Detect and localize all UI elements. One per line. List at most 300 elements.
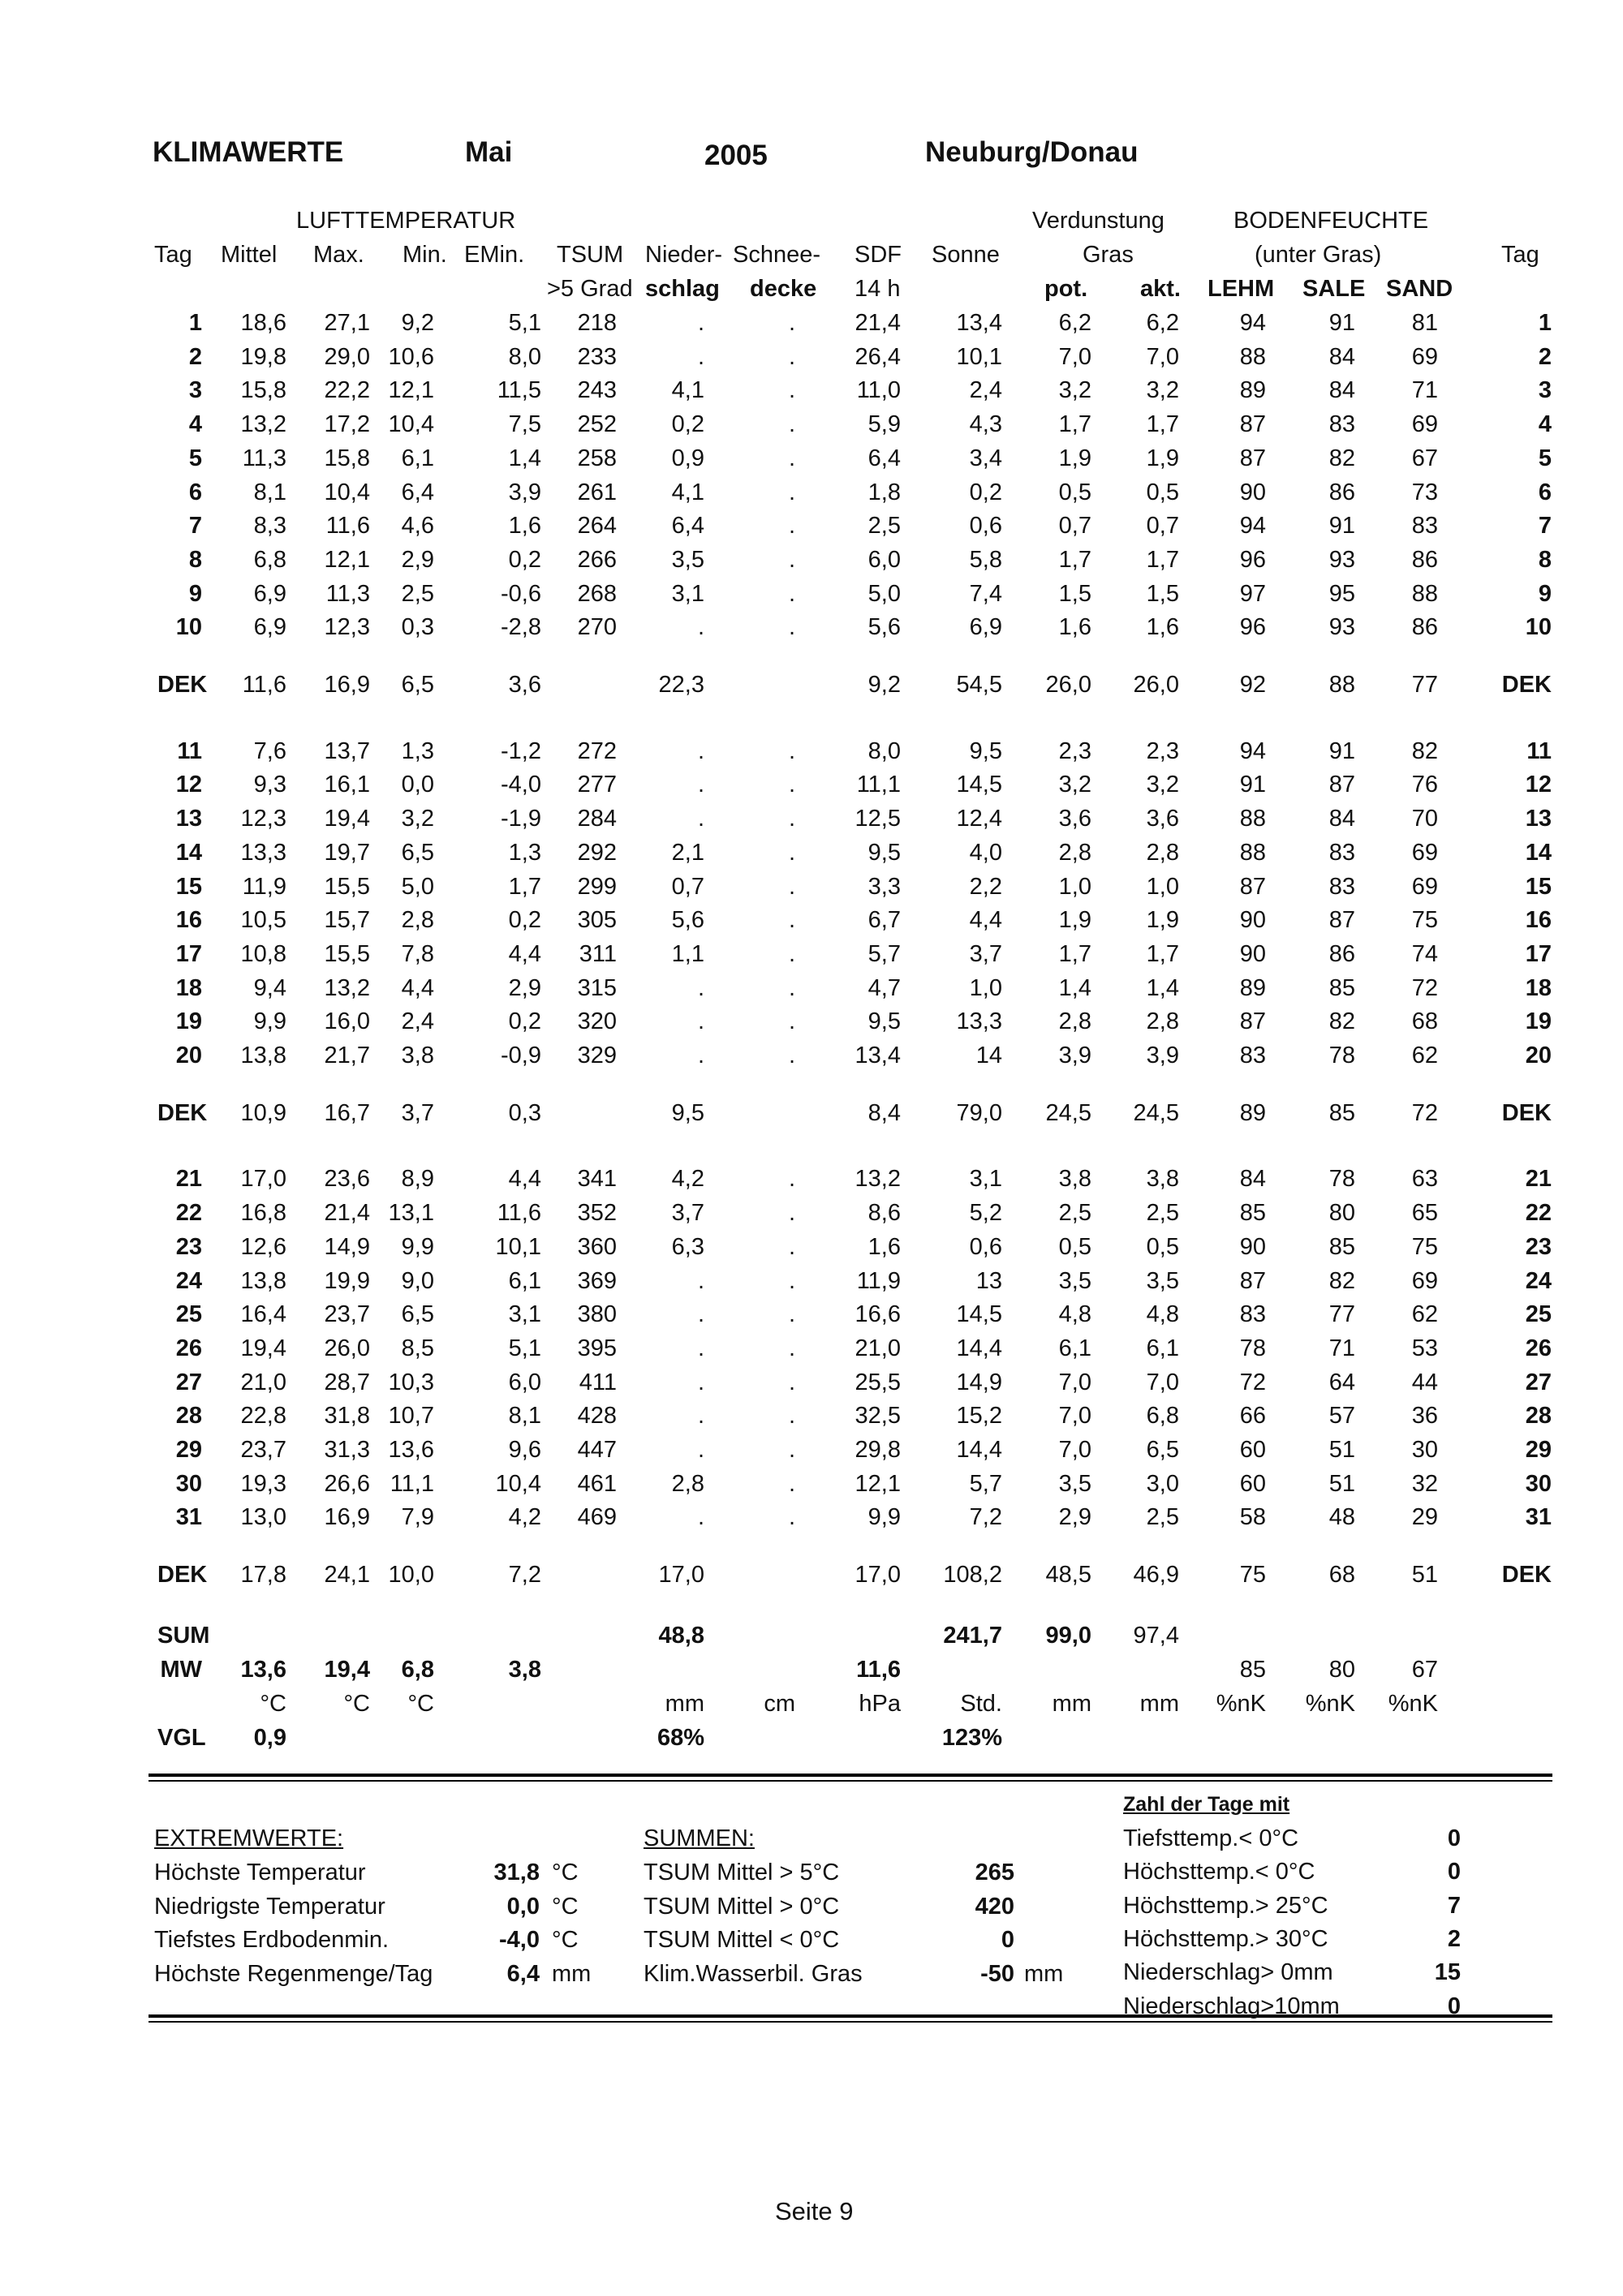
table-cell: 6,0 — [867, 546, 901, 573]
table-cell: 93 — [1328, 614, 1355, 641]
table-cell: 1,0 — [969, 974, 1002, 1001]
table-cell: 11,3 — [325, 580, 370, 607]
table-cell: 10,4 — [324, 479, 370, 505]
table-cell: 14 — [1525, 839, 1552, 866]
table-cell: Std. — [960, 1691, 1002, 1717]
table-cell: 26 — [1525, 1335, 1552, 1361]
table-cell: 2,3 — [1146, 737, 1179, 764]
table-cell: 13 — [175, 806, 202, 832]
table-cell: 19,4 — [324, 1657, 370, 1683]
table-cell: . — [788, 1008, 795, 1035]
table-cell: 8,3 — [253, 513, 286, 540]
table-cell: 8,0 — [508, 343, 541, 370]
table-cell: 6,9 — [253, 580, 286, 607]
table-cell: 13,8 — [240, 1267, 286, 1294]
table-cell: 14 — [175, 839, 202, 866]
table-cell: . — [697, 1403, 704, 1430]
table-cell: . — [697, 343, 704, 370]
tage-value: 2 — [1447, 1925, 1461, 1952]
table-cell: 13,2 — [324, 974, 370, 1001]
table-cell: 24 — [1525, 1267, 1552, 1294]
table-cell: . — [697, 772, 704, 798]
header-min: Min. — [403, 242, 447, 268]
table-cell: 13,4 — [855, 1043, 901, 1068]
table-cell: 13 — [1525, 806, 1552, 832]
summen-label: TSUM Mittel < 0°C — [644, 1927, 840, 1953]
table-cell: 292 — [577, 839, 617, 866]
table-cell: 54,5 — [956, 672, 1002, 698]
table-cell: DEK — [1501, 1099, 1552, 1126]
table-cell: . — [788, 1301, 795, 1328]
table-cell: 91 — [1239, 772, 1266, 798]
header-max: Max. — [313, 242, 364, 268]
table-cell: 12,1 — [324, 546, 370, 573]
table-cell: 4,1 — [671, 479, 704, 505]
table-cell: 10,1 — [956, 343, 1002, 370]
table-cell: 14,4 — [956, 1437, 1002, 1463]
doc-month: Mai — [465, 136, 513, 168]
table-cell: 14,9 — [956, 1369, 1002, 1395]
table-cell: 0,0 — [401, 772, 434, 798]
table-cell: 53 — [1411, 1335, 1438, 1361]
table-cell: 3,8 — [1058, 1166, 1091, 1193]
table-cell: 2 — [188, 343, 202, 370]
table-cell: 6 — [1538, 479, 1552, 505]
table-cell: 84 — [1328, 343, 1355, 370]
table-cell: 86 — [1411, 614, 1438, 641]
table-cell: . — [697, 1369, 704, 1395]
table-cell: . — [788, 1233, 795, 1260]
tage-label: Höchsttemp.> 25°C — [1123, 1892, 1328, 1919]
table-cell: 27 — [1525, 1369, 1552, 1395]
table-cell: 58 — [1239, 1504, 1266, 1531]
table-cell: 15 — [175, 873, 202, 900]
table-cell: 6,9 — [969, 614, 1002, 641]
table-cell: -4,0 — [501, 772, 541, 798]
table-cell: 2,4 — [969, 377, 1002, 404]
header-sand: SAND — [1386, 276, 1453, 302]
table-cell: 6,8 — [401, 1657, 434, 1683]
table-cell: 0,6 — [969, 1233, 1002, 1260]
table-cell: 93 — [1328, 546, 1355, 573]
table-cell: 329 — [577, 1043, 617, 1068]
table-cell: 3,5 — [1058, 1267, 1091, 1294]
table-cell: DEK — [157, 1562, 208, 1589]
table-cell: 1,7 — [1058, 411, 1091, 438]
table-cell: 19 — [175, 1008, 202, 1035]
table-cell: 5,0 — [867, 580, 901, 607]
table-cell: 94 — [1239, 513, 1266, 540]
table-cell: 23 — [1525, 1233, 1552, 1260]
table-cell: 16,4 — [240, 1301, 286, 1328]
table-cell: . — [697, 737, 704, 764]
table-cell: 8,4 — [867, 1099, 901, 1126]
table-cell: 3,3 — [867, 873, 901, 900]
table-cell: 65 — [1411, 1200, 1438, 1227]
table-cell: 3,7 — [969, 940, 1002, 967]
table-cell: 6,9 — [253, 614, 286, 641]
table-cell: 7,0 — [1058, 1403, 1091, 1430]
tage-value: 0 — [1447, 1825, 1461, 1851]
table-cell: 30 — [1411, 1437, 1438, 1463]
table-cell: 1,9 — [1058, 907, 1091, 934]
table-cell: 305 — [577, 907, 617, 934]
header-gras: Gras — [1083, 242, 1134, 268]
table-cell: 17,8 — [240, 1562, 286, 1589]
table-cell: . — [788, 1437, 795, 1463]
table-cell: 6,5 — [401, 1301, 434, 1328]
table-cell: 19,4 — [324, 806, 370, 832]
table-cell: 94 — [1239, 737, 1266, 764]
table-cell: 2,8 — [671, 1470, 704, 1497]
table-cell: 13,7 — [324, 737, 370, 764]
table-cell: 28,7 — [324, 1369, 370, 1395]
table-cell: 88 — [1239, 806, 1266, 832]
table-cell: 20 — [175, 1043, 202, 1068]
table-cell: %nK — [1216, 1691, 1266, 1717]
table-cell: 88 — [1411, 580, 1438, 607]
table-cell: 13,3 — [956, 1008, 1002, 1035]
table-cell: 3,6 — [1146, 806, 1179, 832]
table-cell: 17 — [1525, 940, 1552, 967]
table-cell: 82 — [1328, 445, 1355, 471]
table-cell: . — [788, 1369, 795, 1395]
table-cell: 3,8 — [401, 1043, 434, 1068]
summen-unit: mm — [1024, 1960, 1064, 1987]
table-cell: 26,0 — [1133, 672, 1179, 698]
table-cell: 83 — [1239, 1043, 1266, 1068]
table-cell: 272 — [577, 737, 617, 764]
table-cell: 1,7 — [1058, 546, 1091, 573]
table-cell: . — [788, 839, 795, 866]
table-cell: 83 — [1328, 873, 1355, 900]
table-cell: 6,4 — [401, 479, 434, 505]
extremwert-unit: °C — [552, 1860, 579, 1885]
table-cell: 69 — [1411, 411, 1438, 438]
table-cell: 26,6 — [324, 1470, 370, 1497]
tage-value: 15 — [1434, 1959, 1461, 1986]
table-cell: 7,0 — [1146, 1369, 1179, 1395]
table-cell: . — [697, 614, 704, 641]
table-cell: 1,5 — [1146, 580, 1179, 607]
table-cell: SUM — [157, 1623, 210, 1649]
table-cell: 10,9 — [240, 1099, 286, 1126]
table-cell: 36 — [1411, 1403, 1438, 1430]
table-cell: -0,6 — [501, 580, 541, 607]
table-cell: 12,6 — [240, 1233, 286, 1260]
table-cell: 284 — [577, 806, 617, 832]
tage-label: Niederschlag> 0mm — [1123, 1959, 1333, 1986]
table-cell: 79,0 — [956, 1099, 1002, 1126]
table-cell: 12 — [1525, 772, 1552, 798]
tage-label: Niederschlag>10mm — [1123, 1993, 1340, 2019]
table-cell: 6,2 — [1146, 310, 1179, 336]
table-cell: 87 — [1239, 1008, 1266, 1035]
table-cell: 13,1 — [388, 1200, 434, 1227]
table-cell: 16,1 — [324, 772, 370, 798]
table-cell: 270 — [577, 614, 617, 641]
section-rule-top — [149, 1774, 1552, 1777]
table-cell: 2,2 — [969, 873, 1002, 900]
table-cell: 1,9 — [1146, 907, 1179, 934]
table-cell: 4,1 — [671, 377, 704, 404]
table-cell: 11,6 — [856, 1657, 901, 1683]
table-cell: 17 — [175, 940, 202, 967]
table-cell: 6,8 — [1146, 1403, 1179, 1430]
table-cell: 266 — [577, 546, 617, 573]
table-cell: 60 — [1239, 1470, 1266, 1497]
table-cell: 16,8 — [240, 1200, 286, 1227]
table-cell: 25,5 — [855, 1369, 901, 1395]
table-cell: 1,4 — [1058, 974, 1091, 1001]
header-tsum: TSUM — [557, 242, 624, 268]
table-cell: 46,9 — [1133, 1562, 1179, 1589]
table-cell: . — [788, 772, 795, 798]
table-cell: 32,5 — [855, 1403, 901, 1430]
table-cell: 12 — [175, 772, 202, 798]
table-cell: 88 — [1239, 343, 1266, 370]
table-cell: 3,7 — [671, 1200, 704, 1227]
table-cell: . — [788, 614, 795, 641]
summen-value: 0 — [1001, 1927, 1014, 1953]
table-cell: 21,4 — [324, 1200, 370, 1227]
table-cell: 16,9 — [324, 1504, 370, 1531]
table-cell: 1,7 — [1146, 546, 1179, 573]
table-cell: 29,0 — [324, 343, 370, 370]
table-cell: 3,5 — [671, 546, 704, 573]
table-cell: 7 — [188, 513, 202, 540]
table-cell: VGL — [157, 1725, 206, 1751]
table-cell: . — [788, 1504, 795, 1531]
table-cell: 7,0 — [1058, 1437, 1091, 1463]
table-cell: 3,1 — [969, 1166, 1002, 1193]
table-cell: . — [788, 940, 795, 967]
table-cell: 17,2 — [324, 411, 370, 438]
table-cell: 6,0 — [508, 1369, 541, 1395]
table-cell: 0,9 — [671, 445, 704, 471]
table-cell: 258 — [577, 445, 617, 471]
table-cell: 10,1 — [495, 1233, 541, 1260]
section-rule-bottom-thin — [149, 2021, 1552, 2023]
tage-label: Höchsttemp.< 0°C — [1123, 1859, 1315, 1885]
table-cell: 15,8 — [240, 377, 286, 404]
table-cell: 6,1 — [1058, 1335, 1091, 1361]
table-cell: 30 — [1525, 1470, 1552, 1497]
table-cell: mm — [665, 1691, 704, 1717]
tage-value: 7 — [1447, 1892, 1461, 1919]
table-cell: 8 — [188, 546, 202, 573]
table-cell: 3,5 — [1058, 1470, 1091, 1497]
table-cell: 10,5 — [240, 907, 286, 934]
table-cell: 3,2 — [401, 806, 434, 832]
table-cell: 3,6 — [508, 672, 541, 698]
table-cell: 2,5 — [1058, 1200, 1091, 1227]
table-cell: 48,8 — [658, 1623, 704, 1649]
table-cell: 60 — [1239, 1437, 1266, 1463]
table-cell: 6,8 — [253, 546, 286, 573]
table-cell: 11 — [1526, 737, 1552, 764]
table-cell: 31,8 — [324, 1403, 370, 1430]
table-cell: 0,3 — [401, 614, 434, 641]
table-cell: 31,3 — [324, 1437, 370, 1463]
table-cell: 86 — [1411, 546, 1438, 573]
table-cell: 315 — [577, 974, 617, 1001]
table-cell: °C — [260, 1691, 286, 1717]
table-cell: 88 — [1328, 672, 1355, 698]
table-cell: 16,0 — [324, 1008, 370, 1035]
extremwert-value: 31,8 — [493, 1860, 540, 1885]
table-cell: 8,6 — [867, 1200, 901, 1227]
table-cell: 29 — [1525, 1437, 1552, 1463]
table-cell: 24,5 — [1045, 1099, 1091, 1126]
table-cell: 1,0 — [1146, 873, 1179, 900]
table-cell: 16,7 — [324, 1099, 370, 1126]
table-cell: 62 — [1411, 1301, 1438, 1328]
extremwert-unit: °C — [552, 1927, 579, 1953]
table-cell: 26 — [175, 1335, 202, 1361]
table-cell: 8,1 — [508, 1403, 541, 1430]
table-cell: 12,4 — [956, 806, 1002, 832]
table-cell: 63 — [1411, 1166, 1438, 1193]
table-cell: 15,5 — [324, 873, 370, 900]
table-cell: 341 — [577, 1166, 617, 1193]
tage-heading: Zahl der Tage mit — [1123, 1793, 1290, 1816]
table-cell: 264 — [577, 513, 617, 540]
table-cell: 4,8 — [1058, 1301, 1091, 1328]
table-cell: 10 — [175, 614, 202, 641]
table-cell: 3,0 — [1146, 1470, 1179, 1497]
table-cell: 9,5 — [671, 1099, 704, 1126]
table-cell: 0,5 — [1058, 1233, 1091, 1260]
table-cell: 1,6 — [1146, 614, 1179, 641]
table-cell: 13 — [975, 1267, 1002, 1294]
table-cell: 2,8 — [401, 907, 434, 934]
table-cell: 19,4 — [240, 1335, 286, 1361]
table-cell: 2 — [1538, 343, 1552, 370]
table-cell: 7,0 — [1058, 1369, 1091, 1395]
table-cell: . — [788, 513, 795, 540]
table-cell: 86 — [1328, 479, 1355, 505]
table-cell: 3,7 — [401, 1099, 434, 1126]
table-cell: -1,9 — [501, 806, 541, 832]
table-cell: 1 — [1538, 310, 1552, 336]
table-cell: 3,9 — [1146, 1043, 1179, 1068]
table-cell: 5,0 — [401, 873, 434, 900]
extremwert-unit: mm — [552, 1960, 592, 1987]
table-cell: 1,9 — [1058, 445, 1091, 471]
table-cell: 17,0 — [658, 1562, 704, 1589]
table-cell: 369 — [577, 1267, 617, 1294]
table-cell: 6,2 — [1058, 310, 1091, 336]
table-cell: 15,8 — [324, 445, 370, 471]
table-cell: 82 — [1411, 737, 1438, 764]
table-cell: 13,0 — [240, 1504, 286, 1531]
table-cell: 11,1 — [856, 772, 901, 798]
tage-value: 0 — [1447, 1859, 1461, 1885]
table-cell: 9 — [188, 580, 202, 607]
table-cell: 13,3 — [240, 839, 286, 866]
table-cell: 74 — [1411, 940, 1438, 967]
table-cell: 10,0 — [388, 1562, 434, 1589]
table-cell: 71 — [1411, 377, 1438, 404]
table-cell: 87 — [1239, 411, 1266, 438]
table-cell: 268 — [577, 580, 617, 607]
table-cell: 13,6 — [240, 1657, 286, 1683]
table-cell: 19,7 — [324, 839, 370, 866]
table-cell: 22 — [175, 1200, 202, 1227]
table-cell: 97 — [1239, 580, 1266, 607]
table-cell: 13,8 — [240, 1043, 286, 1068]
table-cell: 360 — [577, 1233, 617, 1260]
extremwert-label: Höchste Regenmenge/Tag — [154, 1960, 433, 1987]
table-cell: 90 — [1239, 479, 1266, 505]
header-pot: pot. — [1044, 276, 1088, 302]
table-cell: . — [788, 1043, 795, 1068]
table-cell: 2,9 — [401, 546, 434, 573]
table-cell: 1,7 — [1058, 940, 1091, 967]
table-cell: . — [788, 343, 795, 370]
table-cell: 1,4 — [508, 445, 541, 471]
table-cell: 78 — [1239, 1335, 1266, 1361]
header-unter-gras: (unter Gras) — [1255, 242, 1382, 268]
table-cell: 10,4 — [388, 411, 434, 438]
table-cell: 380 — [577, 1301, 617, 1328]
table-cell: 26,0 — [1045, 672, 1091, 698]
table-cell: 1,5 — [1058, 580, 1091, 607]
table-cell: 0,7 — [1058, 513, 1091, 540]
table-cell: 18,6 — [240, 310, 286, 336]
table-cell: 25 — [175, 1301, 202, 1328]
table-cell: 5,2 — [969, 1200, 1002, 1227]
table-cell: 23,7 — [240, 1437, 286, 1463]
table-cell: 2,8 — [1146, 1008, 1179, 1035]
table-cell: 5,7 — [867, 940, 901, 967]
table-cell: 4,2 — [671, 1166, 704, 1193]
table-cell: 68 — [1411, 1008, 1438, 1035]
table-cell: 91 — [1328, 310, 1355, 336]
table-cell: 2,5 — [1146, 1200, 1179, 1227]
table-cell: 11,9 — [242, 873, 286, 900]
table-cell: 1 — [188, 310, 202, 336]
table-cell: 233 — [577, 343, 617, 370]
table-cell: 9,6 — [508, 1437, 541, 1463]
table-cell: 4,6 — [401, 513, 434, 540]
table-cell: 1,0 — [1058, 873, 1091, 900]
table-cell: 3 — [1538, 377, 1552, 404]
summen-value: 420 — [975, 1893, 1014, 1920]
table-cell: 6,7 — [867, 907, 901, 934]
table-cell: . — [788, 580, 795, 607]
table-cell: . — [788, 546, 795, 573]
table-cell: 0,5 — [1146, 1233, 1179, 1260]
table-cell: 26,4 — [855, 343, 901, 370]
table-cell: 95 — [1328, 580, 1355, 607]
table-cell: mm — [1139, 1691, 1179, 1717]
table-cell: 72 — [1411, 974, 1438, 1001]
table-cell: 1,7 — [1146, 411, 1179, 438]
table-cell: 1,8 — [867, 479, 901, 505]
table-cell: 7,2 — [508, 1562, 541, 1589]
header-mittel: Mittel — [221, 242, 278, 268]
table-cell: 51 — [1411, 1562, 1438, 1589]
table-cell: 6,1 — [401, 445, 434, 471]
table-cell: 4 — [1538, 411, 1552, 438]
table-cell: 68% — [657, 1725, 704, 1751]
table-cell: 1,3 — [401, 737, 434, 764]
header-schneedecke-sub: decke — [750, 276, 817, 302]
table-cell: 89 — [1239, 974, 1266, 1001]
table-cell: 12,1 — [855, 1470, 901, 1497]
